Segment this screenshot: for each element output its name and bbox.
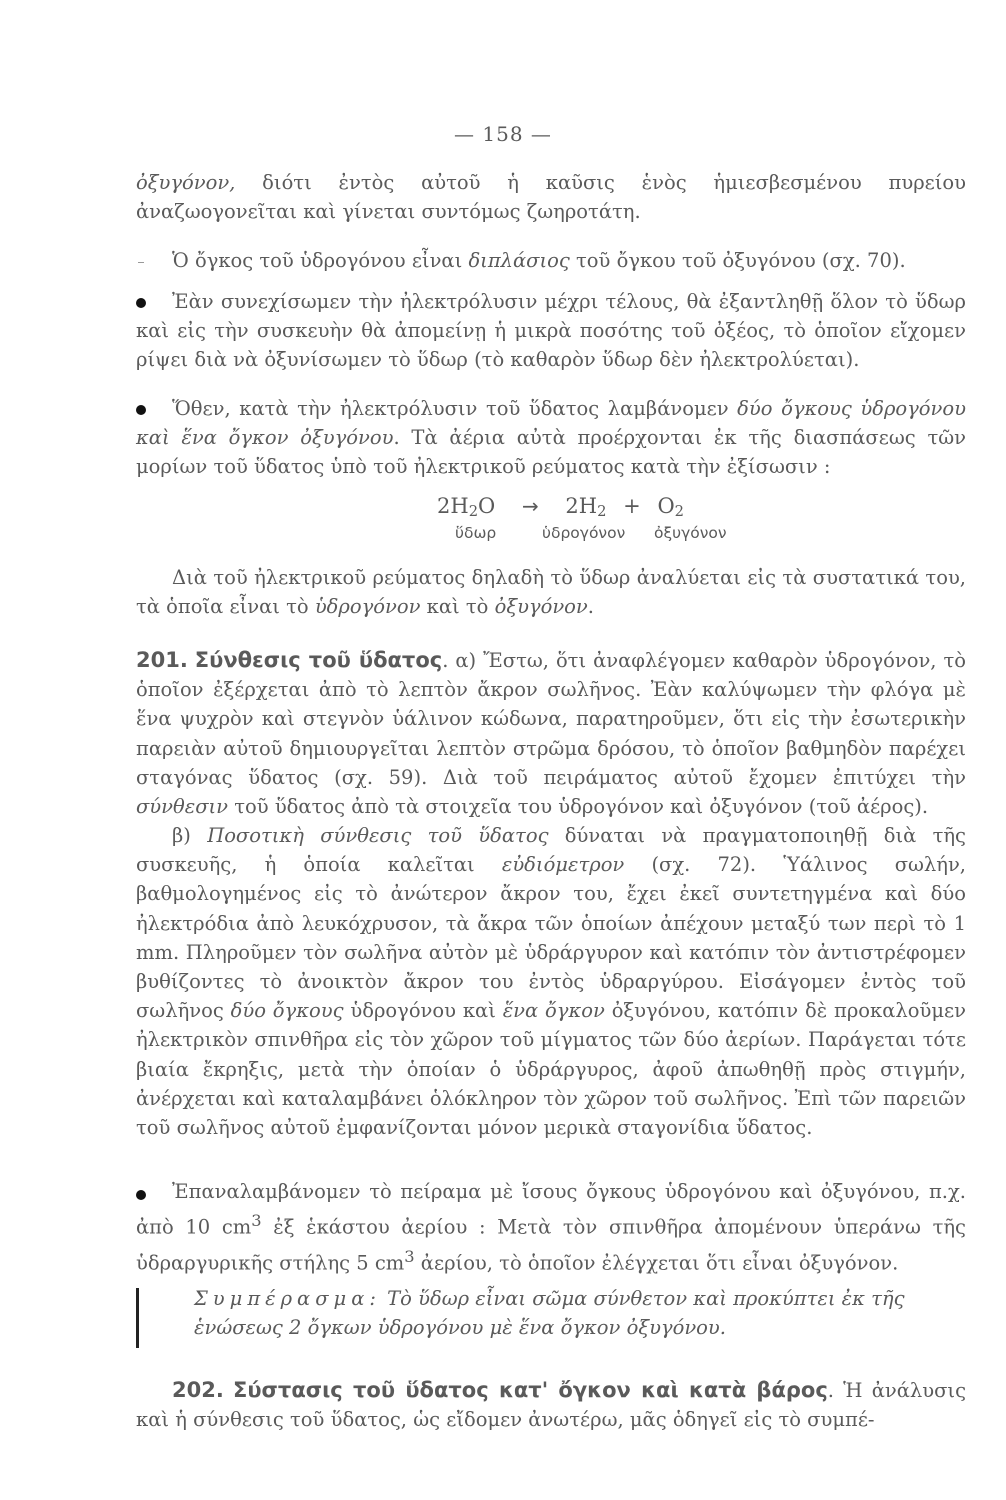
section-number: 201. (136, 648, 188, 672)
emphasis-eudiometer: εὐδιόμετρον (501, 853, 625, 877)
paragraph-text: ἀερίου, τὸ ὁποῖον ἐλέγχεται ὅτι εἶναι ὀξυγόνον. (414, 1251, 899, 1275)
emphasis-double: διπλάσιος (468, 249, 570, 272)
formula-water-tail: O (478, 494, 496, 518)
paragraph-electrolysis-result (136, 394, 966, 482)
conclusion-body: Τὸ ὕδωρ εἶναι σῶμα σύνθετον καὶ προκύπτει ἐκ τῆς ἑνώσεως 2 ὄγκων ὑδρογόνου μὲ ἕνα ὄγκον ὀξυγόνου. (194, 1287, 905, 1339)
emphasis-two-volumes: δύο ὄγκους (230, 999, 344, 1023)
paragraph-equal-volumes (136, 1177, 966, 1278)
paragraph-text: διότι ἐντὸς αὐτοῦ ἡ καῦσις ἑνὸς ἡμιεσβεσμένου πυρείου ἀναζωογονεῖται καὶ γίνεται συντόμως ζωηροτάτη. (136, 171, 966, 224)
label-oxygen: ὀξυγόνον (654, 524, 727, 542)
conclusion-bar (136, 1288, 139, 1348)
paragraph-text: ἐξ ἑκάστου ἀερίου : Μετὰ τὸν σπινθῆρα ἀπομένουν ὑπεράνω τῆς ὑδραργυρικῆς στήλης 5 cm (136, 1215, 966, 1275)
paragraph-text: . α) Ἔστω, ὅτι ἀναφλέγομεν καθαρὸν ὑδρογόνον, τὸ ὁποῖον ἐξέρχεται ἀπὸ τὸ λεπτὸν ἄκρον σωλῆνος. Ἐὰν καλύψωμεν τὴν φλόγα μὲ ἕνα ψυχρὸν καὶ στεγνὸν ὑάλινον κώδωνα, παρατηροῦμεν, ὅτι εἰς τὴν ἐσωτερικὴν παρειὰν αὐτοῦ δημιουργεῖται λεπτὸν στρῶμα δρόσου, τὸ ὁποῖον βαθμηδὸν παρέχει σταγόνας ὕδατος (σχ. 59). Διὰ τοῦ πειράματος αὐτοῦ ἔχομεν ἐπιτύχει τὴν (136, 649, 966, 789)
subscript: 2 (468, 503, 479, 520)
paragraph-text: ὑδρογόνου καὶ (343, 999, 503, 1023)
paragraph-text: Ἐπαναλαμβάνομεν τὸ πείραμα μὲ ἴσους ὄγκους ὑδρογόνου καὶ ὀξυγόνου, π.χ. ἀπὸ 10 cm (136, 1180, 966, 1239)
conclusion-text (194, 1284, 966, 1342)
emphasis-one-volume: ἕνα ὄγκον (502, 999, 605, 1023)
plus-sign: + (623, 494, 641, 518)
formula-oxygen: O (657, 494, 675, 518)
section-title: Σύστασις τοῦ ὕδατος κατ' ὄγκον καὶ κατὰ βάρος (233, 1378, 828, 1402)
section-title: Σύνθεσις τοῦ ὕδατος (194, 648, 443, 672)
equation-formula (437, 494, 684, 520)
paragraph-text: (σχ. 72). Ὑάλινος σωλήν, βαθμολογημένος εἰς τὸ ἀνώτερον ἄκρον του, ἔχει ἐκεῖ συντετηγμένα καὶ δύο ἠλεκτρόδια ἀπὸ λευκόχρυσον, τὰ ἄκρα τῶν ὁποίων ἀπέχουν μεταξύ των περὶ τὸ 1 mm. Πληροῦμεν τὸν σωλῆνα αὐτὸν μὲ ὑδράργυρον καὶ κατόπιν τὸν ἀντιστρέφομεν βυθίζοντες τὸ ἀνοικτὸν ἄκρον του ἐντὸς ὑδραργύρου. Εἰσάγομεν ἐντὸς τοῦ σωλῆνος (136, 853, 966, 1023)
paragraph-eudiometer (136, 821, 966, 1142)
superscript: 3 (251, 1211, 262, 1231)
paragraph-text: ὀξυγόνου, κατόπιν δὲ προκαλοῦμεν ἠλεκτρικὸν σπινθῆρα εἰς τὸν χῶρον τοῦ μίγματος τῶν δύο ἀερίων. Παράγεται τότε βιαία ἔκρηξις, μετὰ τὴν ὁποίαν ὁ ὑδράργυρος, ἀφοῦ ἀπωθηθῇ πρὸς στιγμήν, ἀνέρχεται καὶ καταλαμβάνει ὁλόκληρον τὸν χῶρον τοῦ σωλῆνος. Ἐπὶ τῶν παρειῶν τοῦ σωλῆνος αὐτοῦ ἐμφανίζονται μόνον μερικὰ σταγονίδια ὕδατος. (136, 999, 966, 1140)
conclusion-label: Συμπέρασμα: (194, 1287, 381, 1310)
paragraph-text: καὶ τὸ (420, 595, 495, 619)
paragraph-text: . Τὰ ἀέρια αὐτὰ προέρχονται ἐκ τῆς διασπάσεως τῶν μορίων τοῦ ὕδατος ὑπὸ τοῦ ἠλεκτρικοῦ ρεύματος κατὰ τὴν ἐξίσωσιν : (136, 426, 966, 479)
section-201 (136, 646, 966, 821)
paragraph-text: Ὅθεν, κατὰ τὴν ἠλεκτρόλυσιν τοῦ ὕδατος λαμβάνομεν (172, 397, 738, 420)
paragraph-decomposition (136, 563, 966, 621)
paragraph-text: τοῦ ὄγκου τοῦ ὀξυγόνου (σχ. 70). (569, 249, 906, 272)
paragraph-continue-electrolysis: Ἐὰν συνεχίσωμεν τὴν ἠλεκτρόλυσιν μέχρι τέλους, θὰ ἐξαντληθῇ ὅλον τὸ ὕδωρ καὶ εἰς τὴν συσκευὴν θὰ ἀπομείνῃ ἡ μικρὰ ποσότης τοῦ ὀξέος, τὸ ὁποῖον εἴχομεν ρίψει διὰ νὰ ὀξυνίσωμεν τὸ ὕδωρ (τὸ καθαρὸν ὕδωρ δὲν ἠλεκτρολύεται). (136, 290, 966, 372)
formula-hydrogen: 2H (565, 494, 598, 518)
label-water: ὕδωρ (455, 524, 497, 542)
paragraph-text: β) (172, 824, 208, 847)
emphasis-oxygen: ὀξυγόνον, (136, 171, 236, 194)
section-202 (136, 1376, 966, 1434)
paragraph-text: . Ἡ ἀνάλυσις καὶ ἡ σύνθεσις τοῦ ὕδατος, ὡς εἴδομεν ἀνωτέρω, μᾶς ὁδηγεῖ εἰς τὸ συμπέ- (136, 1379, 966, 1432)
subscript: 2 (597, 503, 607, 520)
superscript: 3 (404, 1246, 415, 1266)
emphasis-hydrogen: ὑδρογόνον (314, 595, 421, 619)
emphasis-quantitative: Ποσοτικὴ σύνθεσις τοῦ ὕδατος (207, 824, 549, 847)
reaction-arrow: → (521, 494, 539, 518)
paragraph-text: Διὰ τοῦ ἠλεκτρικοῦ ρεύματος δηλαδὴ τὸ ὕδωρ ἀναλύεται εἰς τὰ συστατικά του, τὰ ὁποῖα εἶναι τὸ (136, 566, 966, 619)
paragraph-text: τοῦ ὕδατος ἀπὸ τὰ στοιχεῖα του ὑδρογόνον καὶ ὀξυγόνον (τοῦ ἀέρος). (228, 795, 929, 819)
formula-water: 2H (437, 494, 469, 518)
subscript: 2 (674, 503, 685, 520)
emphasis-oxygen: ὀξυγόνον (494, 595, 588, 619)
paragraph-volume-ratio (136, 246, 966, 275)
paragraph-text: Ὁ ὄγκος τοῦ ὑδρογόνου εἶναι (172, 249, 469, 272)
paragraph-text: δύναται νὰ πραγματοποιηθῇ διὰ τῆς συσκευῆς, ἡ ὁποία καλεῖται (136, 824, 966, 877)
conclusion-box (136, 1284, 966, 1350)
paragraph-oxygen-test (136, 168, 966, 226)
emphasis-synthesis: σύνθεσιν (136, 795, 229, 819)
section-number: 202. (172, 1378, 224, 1402)
paragraph-text: . (587, 595, 594, 619)
page-number: — 158 — (454, 122, 552, 146)
label-hydrogen: ὑδρογόνον (542, 524, 626, 542)
emphasis-volumes: δύο ὄγκους ὑδρογόνου καὶ ἕνα ὄγκον ὀξυγόνου (136, 397, 966, 450)
